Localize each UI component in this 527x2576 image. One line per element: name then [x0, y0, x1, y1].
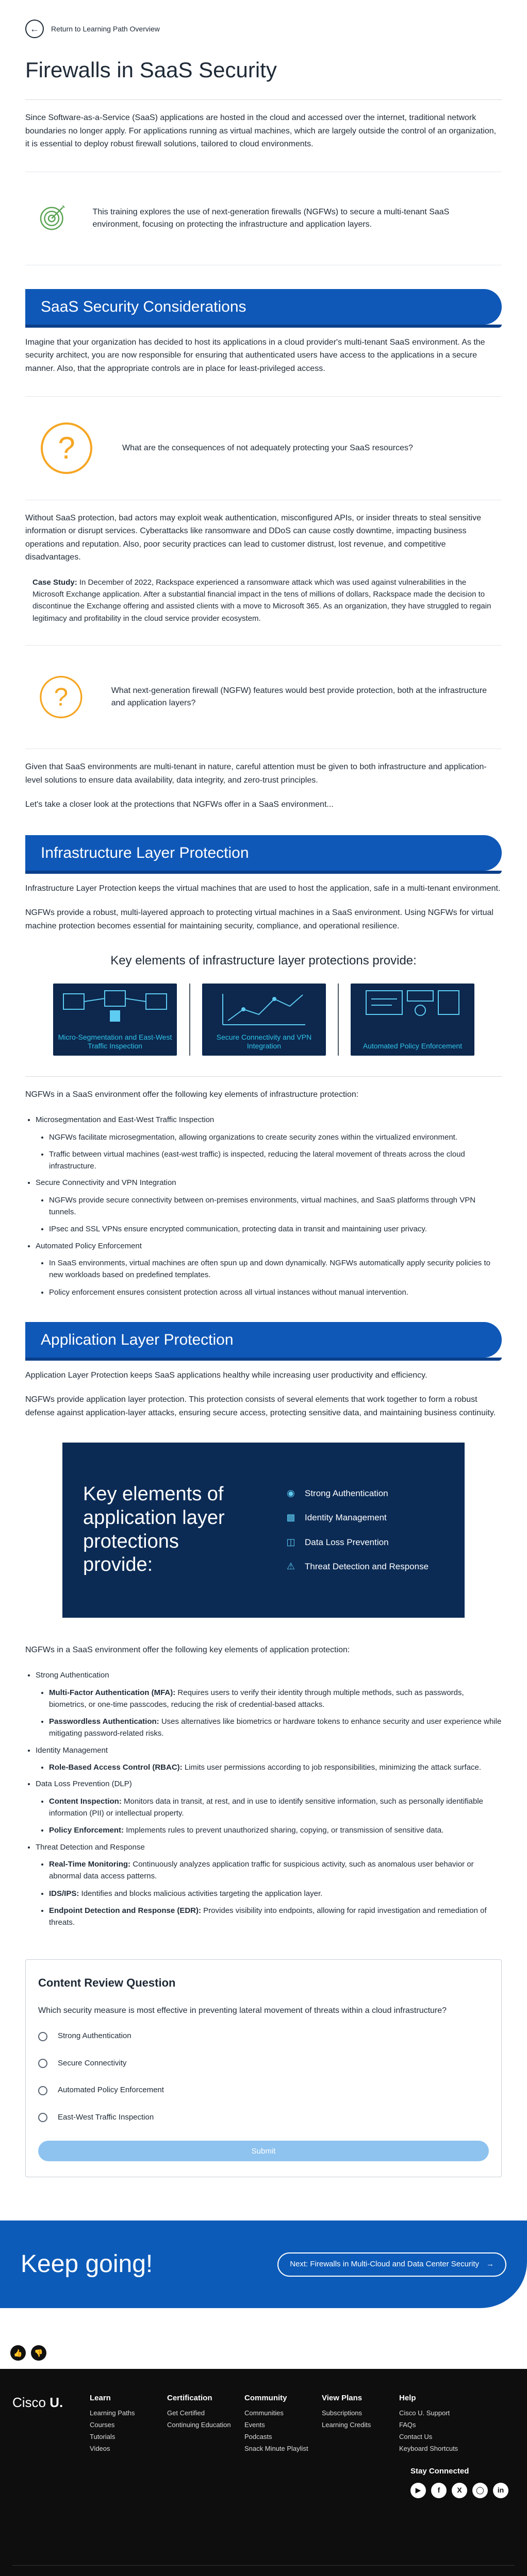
footer-col-title: View Plans [322, 2394, 363, 2403]
legal-links [12, 2565, 515, 2576]
quiz-option-label: Strong Authentication [58, 2031, 131, 2041]
footer-col-title: Certification [167, 2394, 212, 2403]
database-icon: ◫ [286, 1536, 295, 1547]
thumbs-down-icon[interactable]: 👎 [31, 2345, 46, 2361]
footer-col-view-plans [322, 2393, 399, 2455]
question-callout-1-text: What are the consequences of not adequately protecting your SaaS resources? [122, 443, 413, 452]
infra-card-image [53, 984, 177, 1056]
infra-card-label: Automated Policy Enforcement [363, 1041, 463, 1050]
footer-col-help [399, 2393, 476, 2455]
footer-link[interactable]: Events [244, 2420, 265, 2429]
list-item: • Multi-Factor Authentication (MFA): Requires users to verify their identity through multiple methods, such as passwords, biometrics, or one-time passcodes, reducing the risk of credential-based attacks. [49, 1687, 502, 1711]
social-links [410, 2483, 515, 2498]
list-item: • Traffic between virtual machines (east-west traffic) is inspected, reducing the lateral movement of threats across the cloud infrastructure. [49, 1148, 502, 1173]
footer-link[interactable]: Podcasts [244, 2432, 272, 2441]
question-callout-2-text: What next-generation firewall (NGFW) features would best provide protection, both at the infrastructure and application layers? [111, 686, 487, 707]
list-item: • Passwordless Authentication: Uses alternatives like biometrics or hardware tokens to enhance security and user experience while mitigating password-related risks. [49, 1716, 502, 1740]
content-wrapper [6, 0, 521, 2177]
footer-col-title: Help [399, 2394, 416, 2403]
infra-card-image [351, 984, 474, 1056]
list-item: • IDS/IPS: Identifies and blocks malicious activities targeting the application layer. [49, 1888, 502, 1900]
thumbs-up-icon[interactable]: 👍 [10, 2345, 26, 2361]
back-link[interactable] [25, 0, 502, 38]
footer-legal-link[interactable] [253, 2575, 275, 2576]
infra-card-policy [338, 984, 486, 1056]
list-item [36, 1670, 502, 1740]
quiz-option[interactable] [38, 2030, 489, 2044]
footer-col-title: Learn [90, 2394, 111, 2403]
radio-button[interactable] [38, 2032, 47, 2041]
section1-paragraph-2: Without SaaS protection, bad actors may exploit weak authentication, misconfigured APIs, or insider threats to steal sensitive information or disrupt services. Cyberattacks like ransomware and DDoS can cause costly downtime, impacting business operations and reputation. Also, poor security practices can lead to customer distrust, lost revenue, and competitive disadvantages. [25, 513, 482, 562]
list-item: • Real-Time Monitoring: Continuously analyzes application traffic for suspicious activity, such as anomalous user behavior or abnormal data access patterns. [49, 1858, 502, 1883]
target-icon [36, 193, 68, 244]
fingerprint-icon: ◉ [287, 1487, 295, 1498]
infra-list-intro: NGFWs in a SaaS environment offer the following key elements of infrastructure protection: [25, 1090, 359, 1099]
list-item [36, 1745, 502, 1774]
app-list [36, 1670, 502, 1928]
list-item [36, 1177, 502, 1235]
app-layer-item-label: Data Loss Prevention [305, 1537, 389, 1547]
arrow-left-icon: ← [25, 20, 44, 38]
footer-col-learn [90, 2393, 167, 2455]
app-layer-item [284, 1536, 429, 1549]
quiz-option-label: Secure Connectivity [58, 2058, 127, 2067]
list-item: • In SaaS environments, virtual machines are often spun up and down dynamically. NGFWs automatically apply security policies to new workloads based on predefined templates. [49, 1257, 502, 1281]
intro-paragraph: Since Software-as-a-Service (SaaS) applications are hosted in the cloud and accessed over the internet, traditional network boundaries no longer apply. For applications running as virtual machines, which are largely outside the control of an organization, it is essential to deploy robust firewall solutions, tailored to cloud environments. [25, 113, 497, 149]
next-button-label: Next: Firewalls in Multi-Cloud and Data Center Security [290, 2260, 479, 2269]
app-layer-item [284, 1511, 429, 1524]
footer-legal-link[interactable] [194, 2575, 233, 2576]
youtube-icon[interactable]: ▶ [410, 2483, 426, 2498]
list-item: • IPsec and SSL VPNs ensure encrypted communication, protecting data in transit and maintaining user privacy. [49, 1223, 502, 1235]
stay-connected-label: Stay Connected [410, 2467, 469, 2476]
list-item [36, 1842, 502, 1929]
infra-card-vpn [189, 984, 338, 1056]
quiz-question: Which security measure is most effective in preventing lateral movement of threats within a cloud infrastructure? [38, 2006, 447, 2015]
section2-paragraph-2: NGFWs provide a robust, multi-layered approach to protecting virtual machines in a SaaS environment. Using NGFWs for virtual machine protection becomes essential for maintaining security, compliance, and operational resilience. [25, 908, 493, 930]
list-item [36, 1778, 502, 1836]
quiz-option-label: Automated Policy Enforcement [58, 2086, 164, 2095]
footer-legal-link[interactable] [120, 2575, 173, 2576]
quiz-title: Content Review Question [38, 1976, 176, 1990]
app-layer-box-heading: Key elements of application layer protections provide: [83, 1483, 225, 1576]
footer-link[interactable]: FAQs [399, 2420, 416, 2429]
footer-link[interactable]: Tutorials [90, 2432, 116, 2441]
page-title: Firewalls in SaaS Security [25, 54, 502, 100]
id-card-icon: ▩ [286, 1512, 295, 1523]
footer-link[interactable]: Videos [90, 2444, 110, 2452]
footer-link[interactable]: Continuing Education [167, 2420, 231, 2429]
section-banner-application: Application Layer Protection [25, 1322, 502, 1358]
footer-link[interactable]: Cisco U. Support [399, 2409, 450, 2417]
question-callout-2 [25, 645, 502, 749]
section3-paragraph-1: Application Layer Protection keeps SaaS applications healthy while increasing user productivity and efficiency. [25, 1370, 427, 1380]
list-item [36, 1114, 502, 1172]
content-review-question [25, 1959, 502, 2177]
footer-legal-link[interactable] [374, 2575, 407, 2576]
list-item-title: Identity Management [36, 1745, 108, 1755]
footer-link[interactable]: Contact Us [399, 2432, 433, 2441]
app-layer-item-label: Threat Detection and Response [305, 1562, 429, 1572]
list-item: • Role-Based Access Control (RBAC): Limits user permissions according to job responsibilities, minimizing the attack surface. [49, 1761, 502, 1773]
footer [0, 2369, 527, 2576]
section-banner-saas: SaaS Security Considerations [25, 289, 502, 325]
section1-paragraph-4: Let's take a closer look at the protections that NGFWs offer in a SaaS environment... [25, 800, 334, 809]
list-item [36, 1241, 502, 1298]
list-item: • Content Inspection: Monitors data in transit, at rest, and in use to identify sensitive information, such as personally identifiable information (PII) or intellectual property. [49, 1795, 502, 1820]
footer-link[interactable]: Learning Paths [90, 2409, 135, 2417]
footer-link[interactable]: Communities [244, 2409, 284, 2417]
footer-col-certification [167, 2393, 244, 2455]
feedback-buttons [0, 2345, 527, 2361]
list-item-title: Threat Detection and Response [36, 1842, 145, 1852]
cisco-u-logo[interactable]: Cisco U. [12, 2395, 63, 2411]
training-callout [25, 172, 502, 265]
app-layer-box-items [284, 1487, 429, 1573]
infra-card-label: Micro-Segmentation and East-West Traffic Inspection [58, 1032, 172, 1050]
quiz-option-label: East-West Traffic Inspection [58, 2112, 154, 2122]
list-item: • NGFWs facilitate microsegmentation, allowing organizations to create security zones within the virtualized environment. [49, 1131, 502, 1143]
infra-card-label: Secure Connectivity and VPN Integration [216, 1032, 312, 1050]
infra-list [36, 1114, 502, 1298]
section-banner-infrastructure: Infrastructure Layer Protection [25, 835, 502, 871]
app-layer-item [284, 1560, 429, 1573]
footer-link[interactable]: Subscriptions [322, 2409, 363, 2417]
list-item: • Endpoint Detection and Response (EDR): Provides visibility into endpoints, allowing for rapid investigation and remediation of threats. [49, 1905, 502, 1929]
footer-link[interactable]: Snack Minute Playlist [244, 2444, 308, 2452]
x-icon[interactable]: X [452, 2483, 467, 2498]
footer-link[interactable]: Keyboard Shortcuts [399, 2444, 458, 2452]
footer-columns [12, 2393, 515, 2455]
arrow-right-icon: → [486, 2260, 494, 2269]
infra-heading: Key elements of infrastructure layer protections provide: [110, 953, 417, 968]
app-layer-item-label: Identity Management [305, 1513, 387, 1523]
svg-text:?: ? [58, 430, 75, 465]
quiz-option[interactable] [38, 2084, 489, 2098]
training-callout-text: This training explores the use of next-generation firewalls (NGFWs) to secure a multi-tenant SaaS environment, focusing on protecting the infrastructure and application layers. [92, 207, 450, 229]
svg-text:?: ? [54, 683, 69, 711]
list-item-title: Data Loss Prevention (DLP) [36, 1780, 132, 1789]
section1-paragraph-3: Given that SaaS environments are multi-tenant in nature, careful attention must be given to both infrastructure and application-level solutions to ensure data availability, data integrity, and zero-trust principles. [25, 762, 487, 785]
infra-cards [25, 984, 502, 1077]
infra-card-image [202, 984, 326, 1056]
question-mark-icon [36, 417, 97, 479]
app-layer-item-label: Strong Authentication [305, 1488, 388, 1498]
keep-going-banner [0, 2221, 527, 2308]
app-layer-item [284, 1487, 429, 1500]
list-item: • Policy enforcement ensures consistent protection across all virtual instances without manual intervention. [49, 1286, 502, 1298]
case-study-label: Case Study: [32, 578, 77, 587]
section1-paragraph-1: Imagine that your organization has decided to host its applications in a cloud provider's multi-tenant SaaS environment. As the security architect, you are now responsible for ensuring that authenticated users have access to the applications in a secure manner. Also, that the appropriate controls are in place for least-privileged access. [25, 337, 485, 373]
app-list-intro: NGFWs in a SaaS environment offer the following key elements of application protection: [25, 1645, 350, 1654]
radio-button[interactable] [38, 2086, 47, 2095]
keep-going-label: Keep going! [21, 2250, 153, 2278]
back-link-label: Return to Learning Path Overview [51, 24, 160, 33]
list-item-title: Automated Policy Enforcement [36, 1241, 142, 1250]
next-button[interactable] [277, 2252, 506, 2277]
case-study [32, 577, 495, 624]
footer-legal-link[interactable] [296, 2575, 354, 2576]
linkedin-icon[interactable]: in [493, 2483, 508, 2498]
facebook-icon[interactable]: f [431, 2483, 447, 2498]
infra-card-microsegmentation [41, 984, 189, 1056]
list-item-title: Strong Authentication [36, 1671, 109, 1680]
instagram-icon[interactable]: ◯ [472, 2483, 488, 2498]
footer-col-title: Community [244, 2394, 287, 2403]
list-item-title: Microsegmentation and East-West Traffic Inspection [36, 1115, 215, 1125]
list-item: • NGFWs provide secure connectivity between on-premises environments, virtual machines, and SaaS platforms through VPN tunnels. [49, 1194, 502, 1218]
question-mark-icon [36, 666, 87, 728]
footer-link[interactable]: Courses [90, 2420, 115, 2429]
list-item-title: Secure Connectivity and VPN Integration [36, 1178, 176, 1188]
case-study-text: In December of 2022, Rackspace experienced a ransomware attack which was used against vulnerabilities in the Microsoft Exchange application. After a substantial financial impact in the tens of millions of dollars, Rackspace made the decision to discontinue the Exchange offering and assisted clients with a move to Microsoft 365. As an organization, they have struggled to regain legitimacy and profitability in the cloud service provider ecosystem. [32, 578, 491, 623]
section2-paragraph-1: Infrastructure Layer Protection keeps the virtual machines that are used to host the application, safe in a multi-tenant environment. [25, 884, 501, 893]
footer-link[interactable]: Learning Credits [322, 2420, 371, 2429]
quiz-option[interactable] [38, 2058, 489, 2072]
list-item: • Policy Enforcement: Implements rules to prevent unauthorized sharing, copying, or transmission of sensitive data. [49, 1824, 502, 1836]
radio-button[interactable] [38, 2113, 47, 2122]
question-callout-1 [25, 396, 502, 500]
radio-button[interactable] [38, 2059, 47, 2068]
quiz-option[interactable] [38, 2112, 489, 2126]
footer-col-community [244, 2393, 322, 2455]
alert-icon: ⚠ [286, 1561, 295, 1572]
section3-paragraph-2: NGFWs provide application layer protection. This protection consists of several elements that work together to form a robust defense against application-layer attacks, ensuring secure access, protecting sensitive data, and maintaining business continuity. [25, 1395, 496, 1418]
app-layer-box [62, 1443, 465, 1618]
footer-link[interactable]: Get Certified [167, 2409, 205, 2417]
submit-button[interactable]: Submit [38, 2141, 489, 2161]
